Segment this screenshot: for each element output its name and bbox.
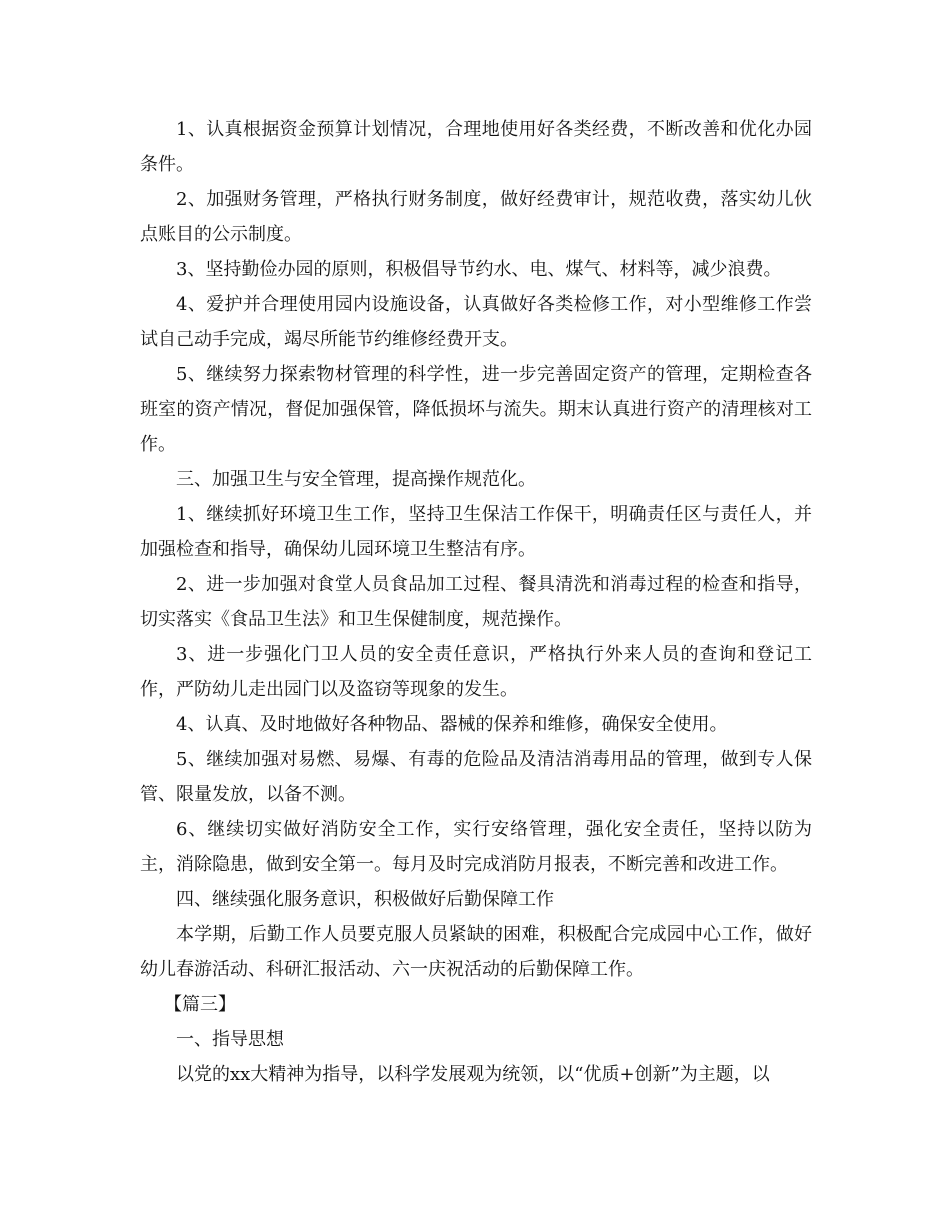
paragraph-finance-5: 5、继续努力探索物材管理的科学性，进一步完善固定资产的管理，定期检查各班室的资产情况，督促加强保管，降低损坏与流失。期末认真进行资产的清理核对工作。 xyxy=(140,364,812,455)
paragraph-finance-2: 2、加强财务管理，严格执行财务制度，做好经费审计，规范收费，落实幼儿伙点账目的公示制度。 xyxy=(140,189,812,245)
paragraph-safety-6: 6、继续切实做好消防安全工作，实行安络管理，强化安全责任，坚持以防为主，消除隐患，做到安全第一。每月及时完成消防月报表，不断完善和改进工作。 xyxy=(140,819,812,875)
paragraph-safety-4: 4、认真、及时地做好各种物品、器械的保养和维修，确保安全使用。 xyxy=(176,714,728,735)
section-heading-guiding-ideology: 一、指导思想 xyxy=(176,1029,284,1050)
part-three-title: 【篇三】 xyxy=(164,994,236,1015)
paragraph-hygiene-2: 2、进一步加强对食堂人员食品加工过程、餐具清洗和消毒过程的检查和指导，切实落实《食品卫生法》和卫生保健制度，规范操作。 xyxy=(140,574,812,630)
paragraph-finance-1: 1、认真根据资金预算计划情况，合理地使用好各类经费，不断改善和优化办园条件。 xyxy=(140,119,812,175)
paragraph-safety-3: 3、进一步强化门卫人员的安全责任意识，严格执行外来人员的查询和登记工作，严防幼儿走出园门以及盗窃等现象的发生。 xyxy=(140,644,812,700)
section-heading-hygiene-safety: 三、加强卫生与安全管理，提高操作规范化。 xyxy=(176,469,536,490)
paragraph-safety-5: 5、继续加强对易燃、易爆、有毒的危险品及清洁消毒用品的管理，做到专人保管、限量发放，以备不测。 xyxy=(140,749,812,805)
paragraph-service: 本学期，后勤工作人员要克服人员紧缺的困难，积极配合完成园中心工作，做好幼儿春游活动、科研汇报活动、六一庆祝活动的后勤保障工作。 xyxy=(140,924,812,980)
paragraph-guiding-ideology: 以党的xx大精神为指导，以科学发展观为统领，以“优质+创新”为主题，以 xyxy=(176,1064,770,1085)
document-body xyxy=(140,112,812,1092)
paragraph-hygiene-1: 1、继续抓好环境卫生工作，坚持卫生保洁工作保干，明确责任区与责任人，并加强检查和指导，确保幼儿园环境卫生整洁有序。 xyxy=(140,504,812,560)
paragraph-finance-3: 3、坚持勤俭办园的原则，积极倡导节约水、电、煤气、材料等，减少浪费。 xyxy=(176,259,782,280)
section-heading-service: 四、继续强化服务意识，积极做好后勤保障工作 xyxy=(176,889,554,910)
paragraph-finance-4: 4、爱护并合理使用园内设施设备，认真做好各类检修工作，对小型维修工作尝试自己动手完成，竭尽所能节约维修经费开支。 xyxy=(140,294,812,350)
